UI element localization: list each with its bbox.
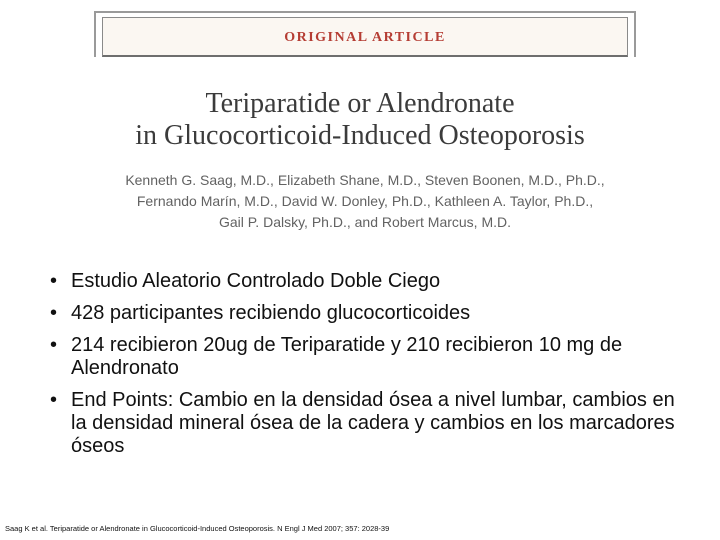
author-line-3: Gail P. Dalsky, Ph.D., and Robert Marcus, M.D. xyxy=(218,214,512,230)
article-header-frame xyxy=(94,11,636,57)
article-title-line-1: Teriparatide or Alendronate xyxy=(205,88,515,119)
bullet-marker: • xyxy=(50,270,58,292)
bullet-item-3 xyxy=(50,334,690,380)
bullet-text-2: 428 participantes recibiendo glucocorticoides xyxy=(71,302,471,324)
bullet-list xyxy=(50,270,690,467)
bullet-item-4 xyxy=(50,389,690,458)
bullet-marker: • xyxy=(50,302,58,324)
article-header-banner xyxy=(102,17,628,57)
article-title-line-2: in Glucocorticoid-Induced Osteoporosis xyxy=(135,120,585,151)
bullet-item-1 xyxy=(50,270,690,293)
citation: Saag K et al. Teriparatide or Alendronate in Glucocorticoid-Induced Osteoporosis. N Engl J Med 2007; 357: 2028-39 xyxy=(5,524,390,533)
author-line-2: Fernando Marín, M.D., David W. Donley, Ph.D., Kathleen A. Taylor, Ph.D., xyxy=(136,193,594,209)
bullet-text-1: Estudio Aleatorio Controlado Doble Ciego xyxy=(71,270,441,292)
article-type-label: ORIGINAL ARTICLE xyxy=(284,29,446,45)
bullet-text-3: 214 recibieron 20ug de Teriparatide y 210 recibieron 10 mg de Alendronato xyxy=(71,334,623,379)
bullet-text-4: End Points: Cambio en la densidad ósea a nivel lumbar, cambios en la densidad mineral ósea de la cadera y cambios en los marcadores óseos xyxy=(71,389,675,457)
article-authors xyxy=(0,170,720,233)
bullet-marker: • xyxy=(50,389,58,411)
bullet-marker: • xyxy=(50,334,58,356)
author-line-1: Kenneth G. Saag, M.D., Elizabeth Shane, M.D., Steven Boonen, M.D., Ph.D., xyxy=(125,172,605,188)
bullet-item-2 xyxy=(50,302,690,325)
article-title xyxy=(0,88,720,152)
